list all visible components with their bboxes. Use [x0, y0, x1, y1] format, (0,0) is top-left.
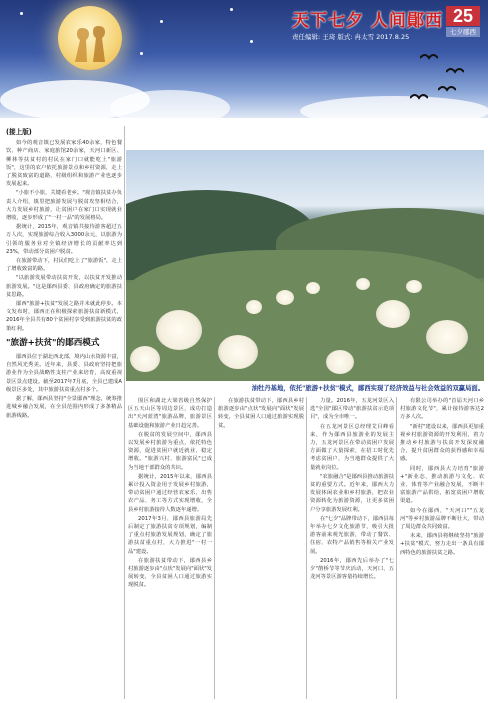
page-marker — [446, 6, 480, 36]
paragraph: 2017年3月，鄖西县旅游局先后制定了旅游扶贫专项规划，编制了重点村旅游发展规划，确定了旅游扶贫重点村，大力推进"一村一品"建设。 — [128, 515, 212, 555]
column-divider — [306, 397, 307, 699]
peony-flower — [406, 280, 422, 293]
peony-flower — [276, 290, 294, 305]
peony-flower — [326, 350, 354, 374]
column-divider — [396, 397, 397, 699]
column-divider — [214, 397, 215, 699]
star-decoration — [160, 20, 163, 23]
article-column-4 — [310, 397, 394, 699]
paragraph: "农旅融合"是鄖西县推动旅游扶贫的重要方式。近年来，鄖西大力发展休闲农业和乡村旅游，把农业资源转化为旅游资源，让更多贫困户分享旅游发展红利。 — [310, 473, 394, 513]
peony-flower — [356, 278, 370, 290]
star-decoration — [140, 52, 143, 55]
peony-flower — [246, 300, 262, 314]
star-decoration — [250, 40, 253, 43]
paragraph: 未来，鄖西县将继续坚持"旅游+扶贫"模式，努力走出一条具有鄖西特色的旅游扶贫之路。 — [400, 533, 484, 556]
article-column-3 — [218, 397, 304, 699]
paragraph: 在脱贫的发展空间中，鄖西县以发展乡村旅游为重点，依托特色资源，促进贫困户就近就业、稳定增收。"旅游兴村、旅游富民"已成为当地干部群众的共识。 — [128, 431, 212, 471]
photo-caption: 油牡丹基地，依托"旅游+扶贫"模式，鄖西实现了经济效益与社会效益的双赢局面。 — [251, 385, 484, 392]
paragraph: 鄖西县位于湖北西北部，境内山水资源丰富，自然风光秀美。近年来，县委、县政府坚持把旅游业作为全县战略性支柱产业来培育，高度重视景区景点建设。截至2017年7月底，全县已建成A级景区多处，其中旅游扶贫重点村多个。 — [6, 354, 122, 393]
article-column-5 — [400, 397, 484, 699]
magpie-icon — [420, 52, 438, 62]
cloud-decoration — [300, 96, 488, 118]
header-banner — [0, 0, 488, 118]
paragraph: 在旅游扶贫带动下，鄖西县乡村旅游逐步由"点状"发展向"面状"发展转变，全县贫困人口通过旅游实现脱贫。 — [128, 557, 212, 589]
paragraph: 如今在鄖西，"天河口""五龙河"等乡村旅游品牌不断壮大，带动了周边群众共同致富。 — [400, 507, 484, 531]
paragraph: 如今的观音镇已发展农家乐40余家，特色餐饮、种产商店、家庭旅馆20余家，天河口新区、柳林等扶贫村的村民在家门口就能吃上"旅游饭"，这里的农户依托旅游景点和乡村资源，走上了脱贫致富的道路，村级组织和旅游产业也逐步发展起来。 — [6, 140, 122, 188]
peony-flower — [218, 335, 258, 369]
masthead-title: 天下七夕 人间鄖西 — [292, 11, 443, 31]
peony-flower — [426, 320, 468, 354]
peony-field-photo — [126, 150, 484, 381]
paragraph: 鄖西"旅游+扶贫"发展之路并未就此停步。本文发布时，鄖西正在积极探索旅游扶贫新模式，2016年全县共有80个贫困村享受到旅游扶贫的政策红利。 — [6, 301, 122, 332]
section-subheading: "旅游+扶贫"的鄖西模式 — [6, 337, 100, 348]
couple-silhouette-icon — [66, 18, 114, 68]
page-number: 25 — [446, 6, 480, 26]
paragraph: 围区和湖北大梁省级自然保护区五天山区等周边景区，成功打造出"天河蓝湾"旅游品牌，旅游景区基础设施和旅游产业日趋完善。 — [128, 398, 212, 429]
magpie-icon — [438, 84, 456, 94]
article-column-2 — [128, 397, 212, 699]
article-column-1 — [6, 126, 122, 699]
cloud-decoration — [110, 90, 230, 118]
paragraph: 据了解，鄖西县坚持"全景鄖西"理念，统筹推进城乡融合发展，在全县范围内形成了多条精品旅游线路。 — [6, 396, 122, 419]
peony-flower — [306, 282, 320, 294]
paragraph: "新村"建设以来，鄖西县更加重视乡村旅游资源的开发利用，着力推动乡村旅游与扶贫开发深度融合，提升贫困群众的获得感和幸福感。 — [400, 423, 484, 463]
paragraph: 据统计，2015年以来，鄖西县累计投入资金用于发展乡村旅游，带动贫困户通过经营农家乐、出售农产品、务工等方式实现增收，全县乡村旅游接待人数逐年递增。 — [128, 473, 212, 513]
star-decoration — [20, 12, 23, 15]
editor-credits: 责任编辑: 王琦 版式: 冉太雪 2017.8.25 — [292, 33, 410, 41]
column-divider — [124, 126, 125, 699]
paragraph: "小旅不小旅，关键看老乡。"观音镇扶贫办负责人介绍，镇里把旅游发展与脱贫攻坚相结合，大力发展乡村旅游，让贫困户在家门口实现就业增收，逐步形成了"一村一品"的发展格局。 — [6, 190, 122, 222]
star-decoration — [230, 8, 233, 11]
paragraph: 2016年，鄖西先后举办了"七夕"鹊桥节等节庆活动，天河口、五龙河等景区游客量持续增长。 — [310, 557, 394, 581]
paragraph: 同时，鄖西县大力培育"旅游+"新业态，推动旅游与文化、农业、体育等产业融合发展，不断丰富旅游产品供给，拓宽贫困户增收渠道。 — [400, 465, 484, 505]
masthead — [292, 6, 443, 41]
magpie-icon — [410, 92, 428, 102]
paragraph: 在旅游带动下，村民们吃上了"旅游饭"，走上了增收致富的路。 — [6, 258, 122, 273]
paragraph: 有限公司举办的"首届天河口乡村旅游文化节"，累计接待游客达2万多人次。 — [400, 398, 484, 421]
paragraph: 在旅游扶贫带动下，鄖西县乡村旅游逐步由"点状"发展向"面状"发展转变，全县贫困人口通过旅游实现脱贫。 — [218, 398, 304, 429]
peony-flower — [376, 300, 410, 328]
paragraph: 力量。2016年，五龙河景区入选"全国"鄖区带动"旅游扶贫示范项目"，成为全市唯一。 — [310, 398, 394, 421]
paragraph: "以旅游发展带动扶贫开发，以扶贫开发推动旅游发展。"这是鄖西县委、县政府确定的旅游扶贫思路。 — [6, 275, 122, 298]
section-tag: 七夕鄖西 — [446, 27, 480, 37]
paragraph: 在五龙河景区总经理艾目峰看来，作为鄖西县旅游业的发展主力，五龙河景区在带动贫困户发展方面做了大量探索，在招工时优先考虑贫困户，为当地群众提供了大量就业岗位。 — [310, 423, 394, 471]
peony-flower — [156, 310, 202, 350]
paragraph: 据统计，2015年，观音镇共接待游客超过五万人次，实现旅游综合收入3000余元，以旅游为引领的服务业对全镇经济增长的贡献率达到23%，带动部分贫困户脱贫。 — [6, 224, 122, 255]
magpie-icon — [446, 66, 464, 76]
peony-flower — [130, 346, 160, 372]
continued-label: (接上版) — [6, 128, 32, 136]
paragraph: 在"七夕"品牌带动下，鄖西县每年举办七夕文化旅游节，吸引大批游客前来观光旅游，带动了餐饮、住宿、农特产品销售等相关产业发展。 — [310, 515, 394, 555]
